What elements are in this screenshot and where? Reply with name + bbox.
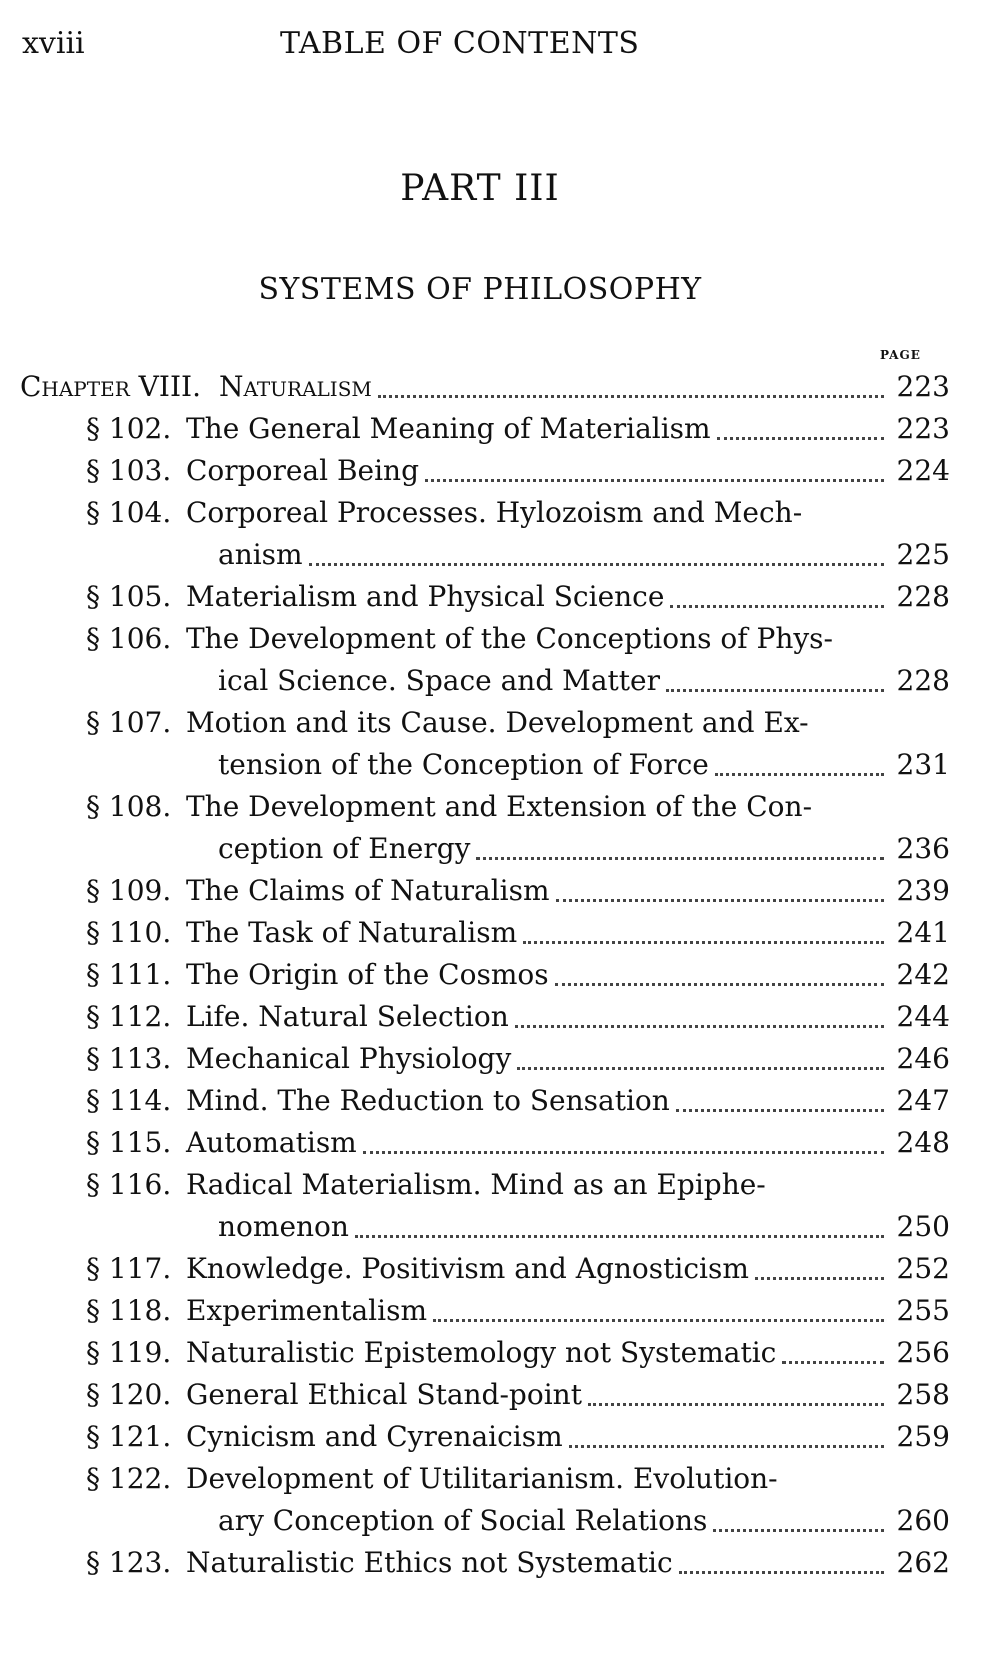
section-title: Life. Natural Selection [186,1000,509,1033]
chapter-title: Naturalism [218,370,372,403]
dot-leader [666,675,884,692]
section-entry [20,450,950,492]
section-number: § 107. [86,706,172,739]
dot-leader [782,1347,884,1364]
section-title: Materialism and Physical Science [186,580,665,613]
chapter-entry [20,366,950,408]
section-title-line-1: Motion and its Cause. Development and Ex- [186,706,809,739]
section-entry [20,1416,950,1458]
dot-leader [515,1011,884,1028]
section-entry [20,1332,950,1374]
section-title: Naturalistic Ethics not Systematic [186,1546,673,1579]
chapter-page: 223 [896,370,950,403]
section-title-line-1: The Development and Extension of the Con- [186,790,813,823]
section-entry [20,954,950,996]
section-number: § 102. [86,412,172,445]
section-entry [20,996,950,1038]
section-title: Mechanical Physiology [186,1042,512,1075]
section-title-line-2: ary Conception of Social Relations [218,1504,708,1537]
section-page: 224 [896,454,950,487]
section-number: § 115. [86,1126,172,1159]
section-number: § 105. [86,580,172,613]
dot-leader [517,1053,884,1070]
dot-leader [670,591,884,608]
section-title-line-1: Corporeal Processes. Hylozoism and Mech- [186,496,803,529]
section-page: 236 [896,832,950,865]
section-number: § 106. [86,622,172,655]
section-page: 262 [896,1546,950,1579]
section-page: 260 [896,1504,950,1537]
dot-leader [355,1221,884,1238]
section-title-line-1: Radical Materialism. Mind as an Epiphe- [186,1168,766,1201]
section-entry [20,618,950,702]
dot-leader [717,423,884,440]
section-page: 255 [896,1294,950,1327]
section-title: The Claims of Naturalism [186,874,550,907]
section-title-line-2: nomenon [218,1210,349,1243]
dot-leader [556,885,884,902]
section-title-line-2: tension of the Conception of Force [218,748,709,781]
section-title: The Origin of the Cosmos [186,958,549,991]
section-number: § 108. [86,790,172,823]
section-number: § 121. [86,1420,172,1453]
section-number: § 119. [86,1336,172,1369]
dot-leader [676,1095,884,1112]
chapter-label: Chapter VIII. [20,370,201,403]
section-page: 228 [896,580,950,613]
section-entry [20,1374,950,1416]
dot-leader [679,1557,884,1574]
section-entry [20,1458,950,1542]
section-entry [20,786,950,870]
table-of-contents [20,366,950,1584]
section-entry [20,1542,950,1584]
running-title: TABLE OF CONTENTS [280,26,640,61]
section-title: General Ethical Stand-point [186,1378,582,1411]
section-title: Automatism [186,1126,357,1159]
section-page: 259 [896,1420,950,1453]
section-entry [20,1248,950,1290]
section-title: Naturalistic Epistemology not Systematic [186,1336,777,1369]
section-number: § 122. [86,1462,172,1495]
dot-leader [588,1389,884,1406]
section-entry [20,1290,950,1332]
section-number: § 116. [86,1168,172,1201]
page-column-label: PAGE [880,348,921,362]
section-entry [20,576,950,618]
section-page: 258 [896,1378,950,1411]
dot-leader [715,759,884,776]
section-page: 246 [896,1042,950,1075]
section-title: Mind. The Reduction to Sensation [186,1084,670,1117]
section-number: § 123. [86,1546,172,1579]
section-title: Corporeal Being [186,454,420,487]
section-page: 247 [896,1084,950,1117]
section-number: § 114. [86,1084,172,1117]
part-title: PART III [400,168,560,209]
section-number: § 120. [86,1378,172,1411]
section-page: 223 [896,412,950,445]
section-page: 244 [896,1000,950,1033]
dot-leader [425,465,884,482]
section-title: Cynicism and Cyrenaicism [186,1420,563,1453]
section-number: § 110. [86,916,172,949]
section-number: § 111. [86,958,172,991]
section-title: Experimentalism [186,1294,427,1327]
dot-leader [555,969,884,986]
section-title-line-2: anism [218,538,303,571]
page-number: xviii [22,26,85,61]
section-number: § 112. [86,1000,172,1033]
dot-leader [569,1431,884,1448]
section-number: § 103. [86,454,172,487]
section-title: Knowledge. Positivism and Agnosticism [186,1252,749,1285]
section-entry [20,408,950,450]
section-number: § 118. [86,1294,172,1327]
section-page: 241 [896,916,950,949]
part-subtitle: SYSTEMS OF PHILOSOPHY [258,272,702,307]
section-entry [20,702,950,786]
section-entry [20,870,950,912]
dot-leader [433,1305,884,1322]
dot-leader [476,843,884,860]
section-title-line-1: The Development of the Conceptions of Phys- [186,622,834,655]
section-number: § 104. [86,496,172,529]
section-page: 225 [896,538,950,571]
section-title: The General Meaning of Materialism [186,412,711,445]
section-entry [20,1122,950,1164]
section-title-line-1: Development of Utilitarianism. Evolution- [186,1462,778,1495]
section-entry [20,912,950,954]
section-page: 250 [896,1210,950,1243]
dot-leader [363,1137,884,1154]
section-page: 256 [896,1336,950,1369]
dot-leader [523,927,884,944]
section-title-line-2: ical Science. Space and Matter [218,664,660,697]
section-entry [20,1164,950,1248]
section-page: 231 [896,748,950,781]
dot-leader [713,1515,884,1532]
section-number: § 113. [86,1042,172,1075]
dot-leader [309,549,884,566]
dot-leader [378,381,884,398]
dot-leader [755,1263,884,1280]
section-page: 228 [896,664,950,697]
section-title: The Task of Naturalism [186,916,518,949]
section-title-line-2: ception of Energy [218,832,471,865]
section-number: § 117. [86,1252,172,1285]
section-page: 239 [896,874,950,907]
section-entry [20,1080,950,1122]
section-entry [20,1038,950,1080]
section-page: 242 [896,958,950,991]
section-number: § 109. [86,874,172,907]
running-head [22,24,682,64]
section-page: 252 [896,1252,950,1285]
section-entry [20,492,950,576]
section-page: 248 [896,1126,950,1159]
